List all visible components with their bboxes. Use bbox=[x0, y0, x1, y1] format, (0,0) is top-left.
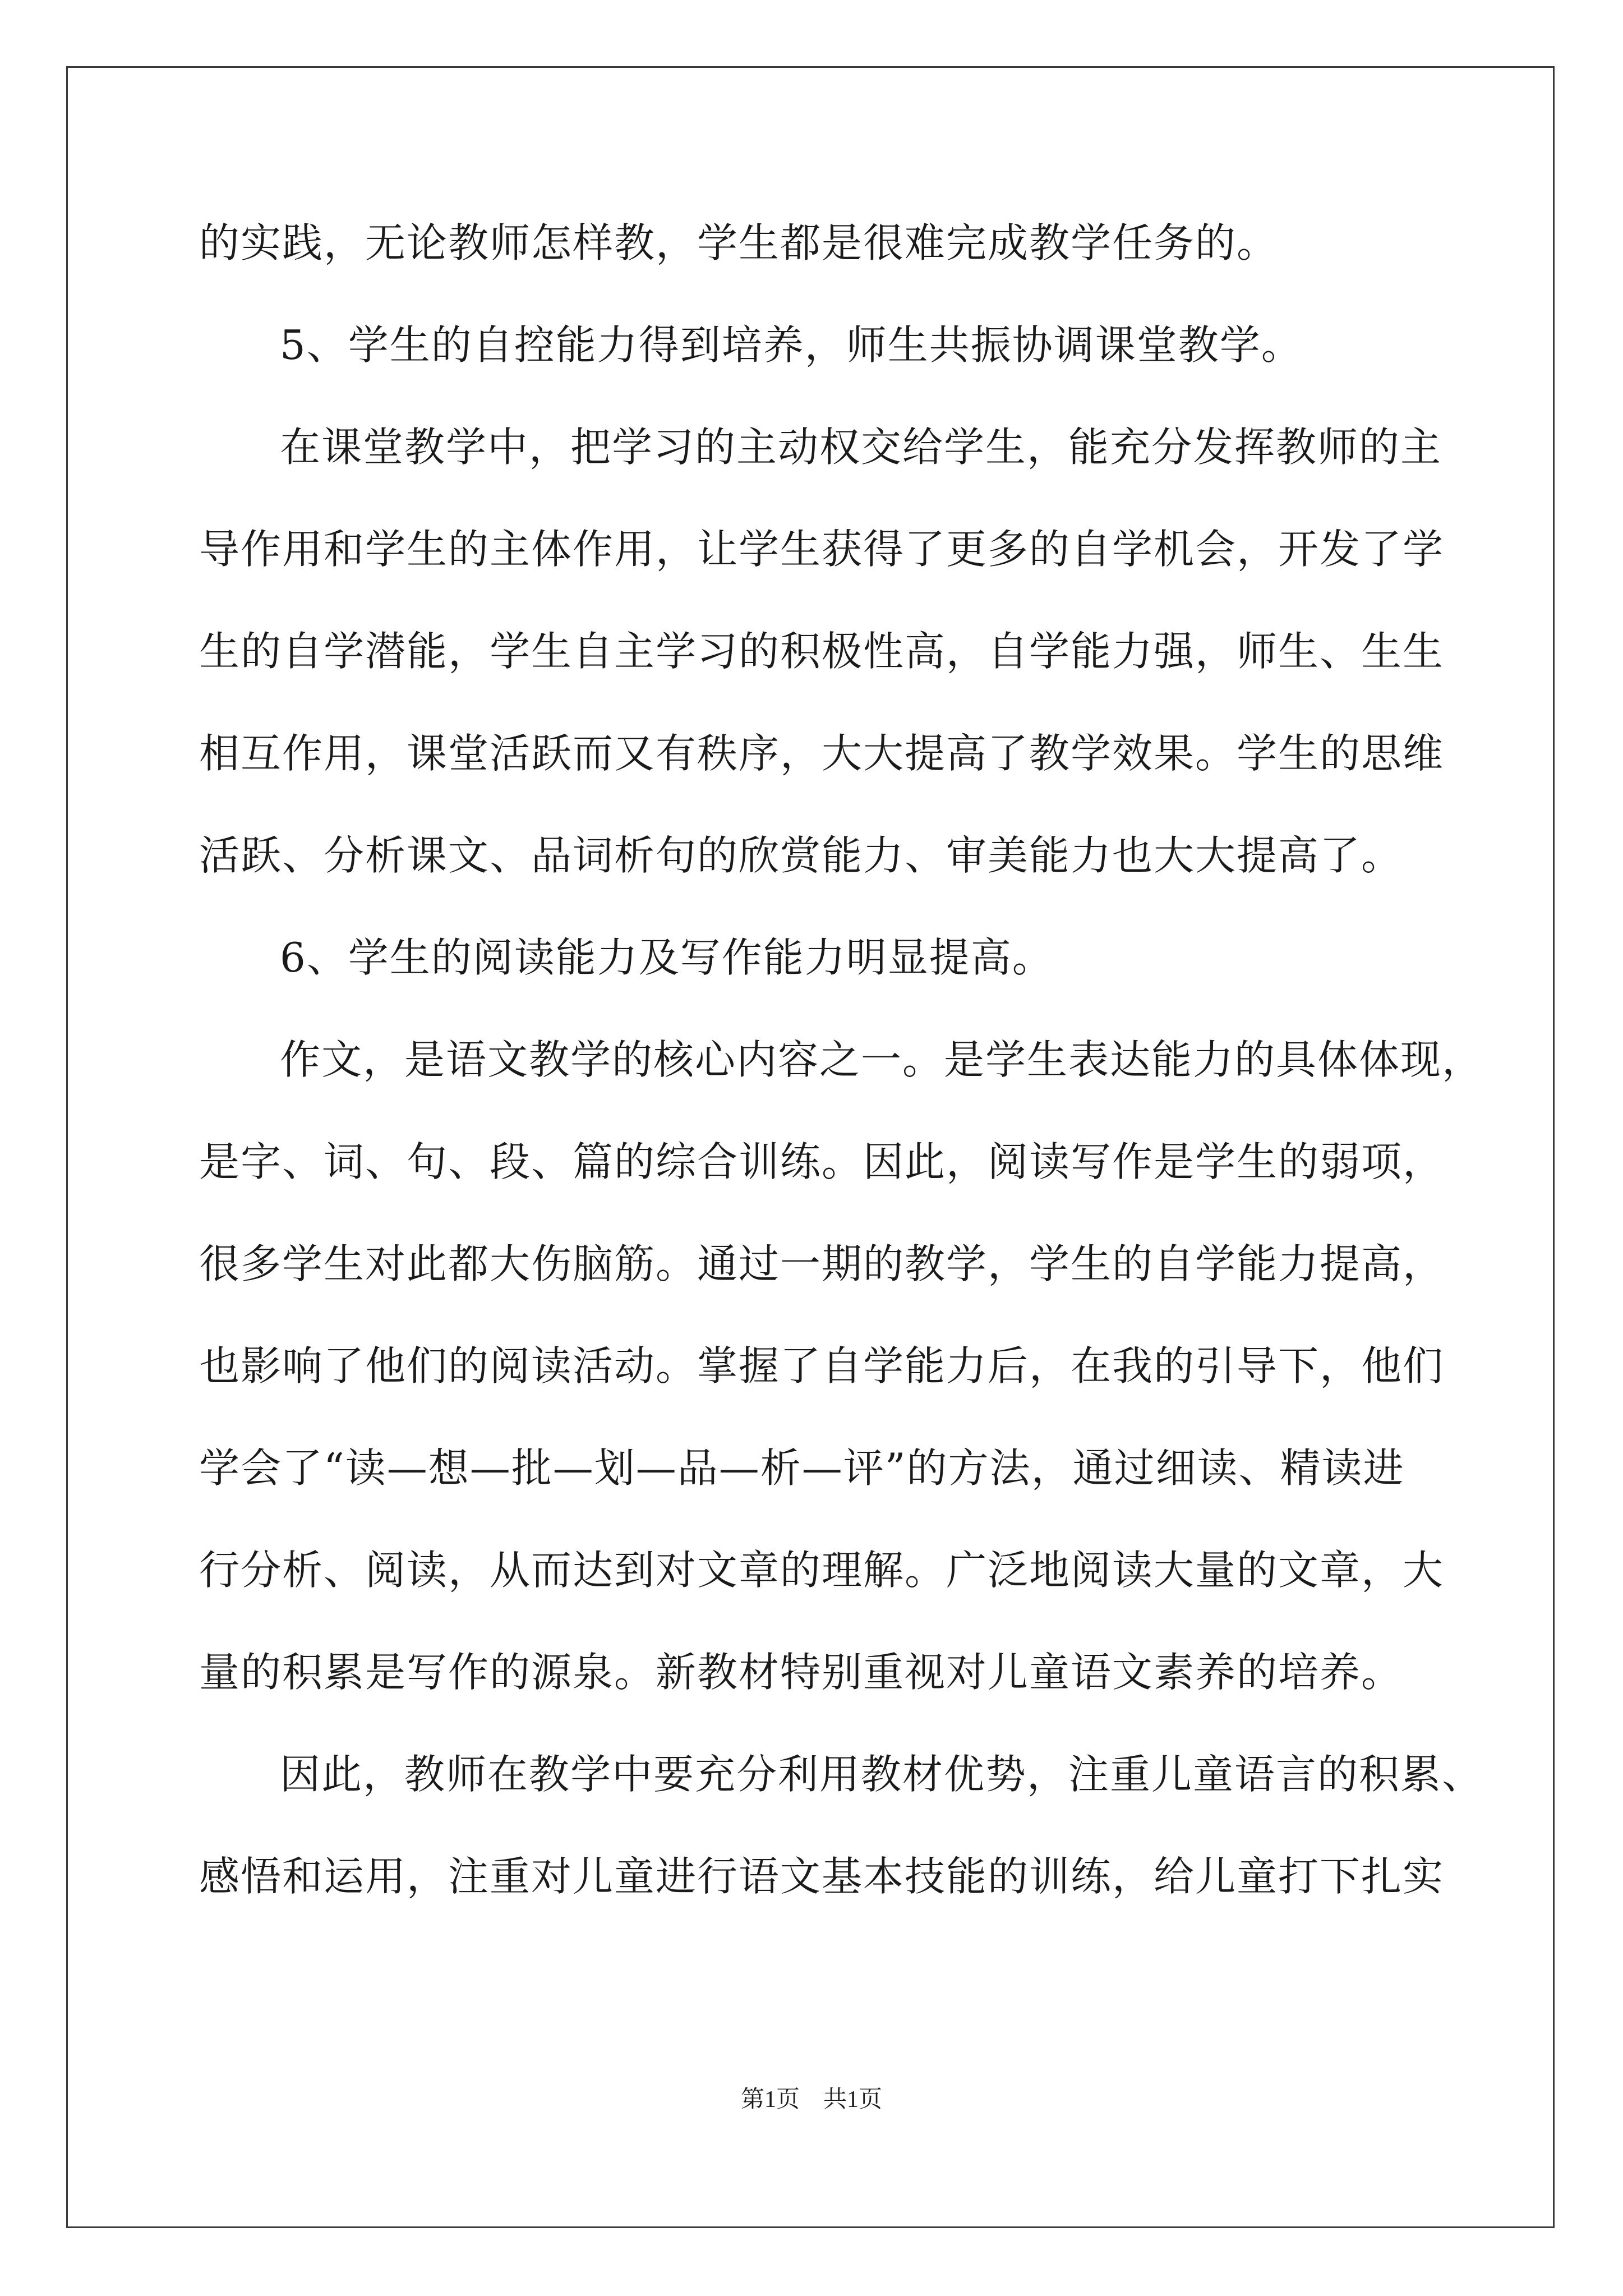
text-line-13: 学会了“读—想—批—划—品—析—评”的方法，通过细读、精读进 bbox=[199, 1444, 1405, 1492]
text-line-2: 5、学生的自控能力得到培养，师生共振协调课堂教学。 bbox=[280, 321, 1303, 369]
text-line-9: 作文，是语文教学的核心内容之一。是学生表达能力的具体体现， bbox=[280, 1036, 1484, 1083]
text-line-10: 是字、词、句、段、篇的综合训练。因此，阅读写作是学生的弱项， bbox=[199, 1138, 1445, 1185]
text-line-3: 在课堂教学中，把学习的主动权交给学生，能充分发挥教师的主 bbox=[280, 424, 1442, 471]
text-line-12: 也影响了他们的阅读活动。掌握了自学能力后，在我的引导下，他们 bbox=[199, 1342, 1445, 1389]
text-line-16: 因此，教师在教学中要充分利用教材优势，注重儿童语言的积累、 bbox=[280, 1751, 1484, 1798]
text-line-11: 很多学生对此都大伤脑筋。通过一期的教学，学生的自学能力提高， bbox=[199, 1240, 1445, 1287]
page-footer: 第1页 共1页 bbox=[740, 2087, 882, 2113]
text-line-15: 量的积累是写作的源泉。新教材特别重视对儿童语文素养的培养。 bbox=[199, 1649, 1403, 1696]
text-line-6: 相互作用，课堂活跃而又有秩序，大大提高了教学效果。学生的思维 bbox=[199, 730, 1445, 777]
text-line-17: 感悟和运用，注重对儿童进行语文基本技能的训练，给儿童打下扎实 bbox=[199, 1853, 1445, 1900]
text-line-7: 活跃、分析课文、品词析句的欣赏能力、审美能力也大大提高了。 bbox=[199, 832, 1403, 879]
document-body bbox=[199, 218, 1489, 1953]
text-line-8: 6、学生的阅读能力及写作能力明显提高。 bbox=[280, 934, 1054, 981]
text-line-1: 的实践，无论教师怎样教，学生都是很难完成教学任务的。 bbox=[199, 219, 1279, 266]
text-line-5: 生的自学潜能，学生自主学习的积极性高，自学能力强，师生、生生 bbox=[199, 628, 1445, 675]
text-line-14: 行分析、阅读，从而达到对文章的理解。广泛地阅读大量的文章，大 bbox=[199, 1547, 1445, 1594]
text-line-4: 导作用和学生的主体作用，让学生获得了更多的自学机会，开发了学 bbox=[199, 526, 1445, 573]
